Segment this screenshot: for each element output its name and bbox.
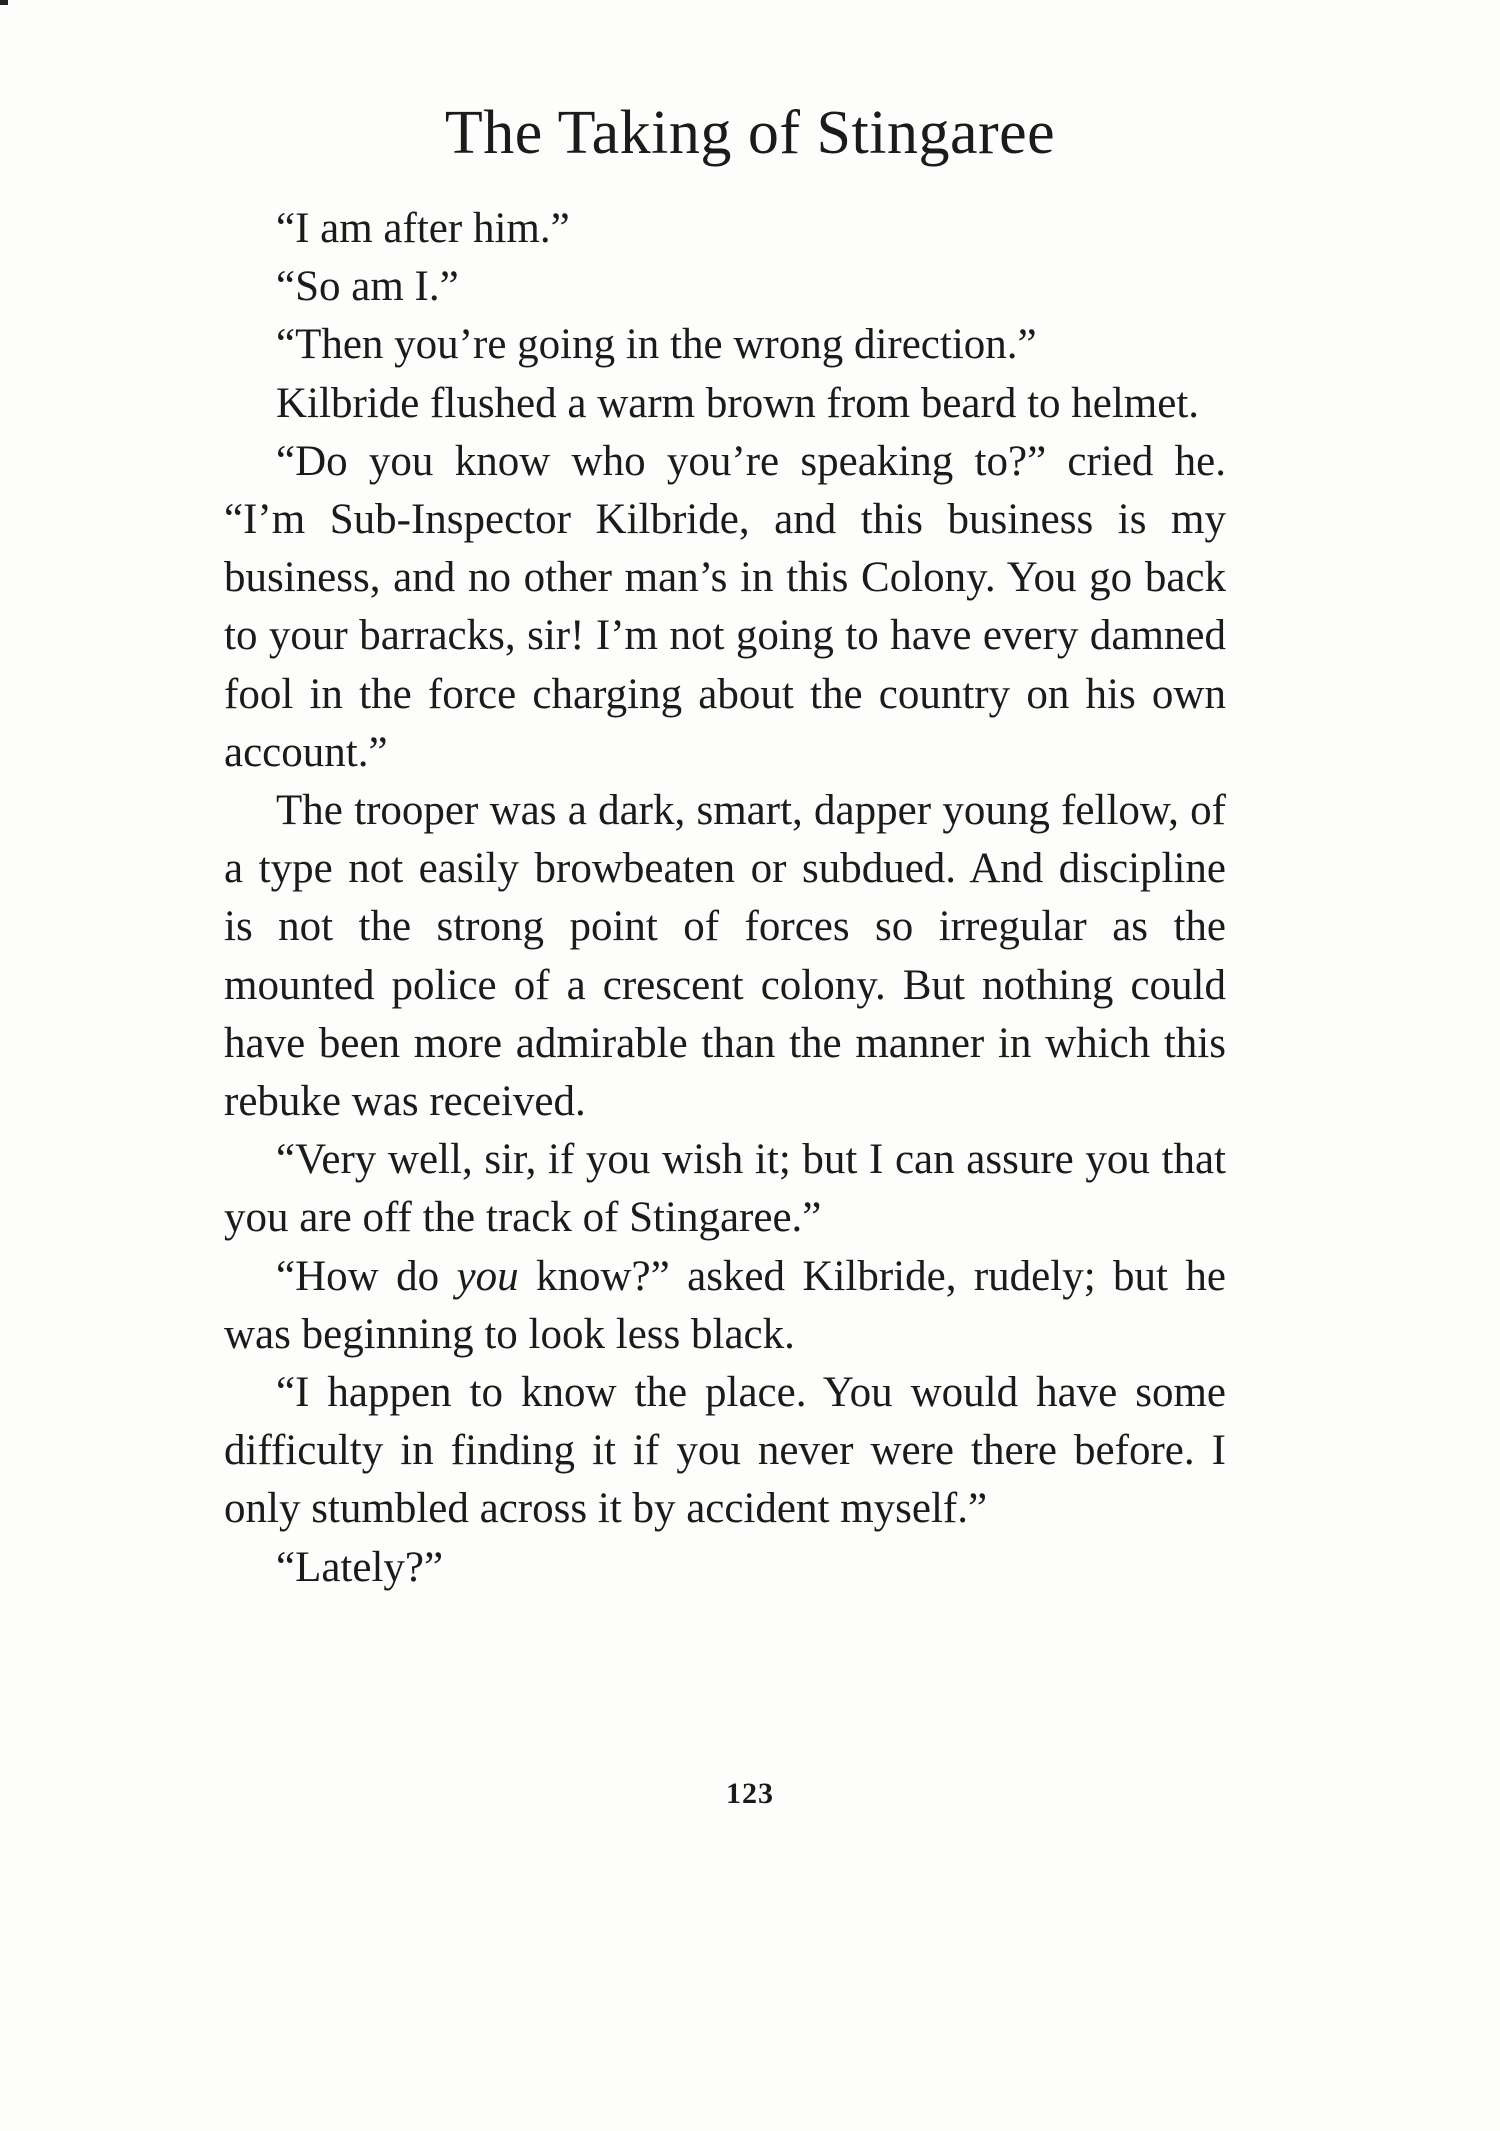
paragraph: “Then you’re going in the wrong direction.” — [276, 321, 1037, 369]
body-text — [224, 200, 1226, 1597]
paragraph-text: know?” asked Kilbride, rudely; but he was beginning to look less black. — [224, 1252, 1226, 1358]
paragraph: “I am after him.” — [276, 205, 570, 252]
italic-emphasis: you — [456, 1252, 519, 1300]
paragraph — [224, 1248, 1226, 1364]
page-number: 123 — [726, 1777, 774, 1810]
paragraph: “I happen to know the place. You would have some difficulty in finding it if you never were there before. I only stumbled across it by accident myself.” — [224, 1369, 1226, 1533]
paragraph: “Lately?” — [276, 1543, 444, 1591]
paragraph: “Very well, sir, if you wish it; but I can assure you that you are off the track of Stingaree.” — [224, 1136, 1226, 1242]
paragraph-text: “How do — [276, 1252, 457, 1300]
paragraph: The trooper was a dark, smart, dapper young fellow, of a type not easily browbeaten or subdued. And discipline is not the strong point of forces so irregular as the mounted police of a crescent colony. But nothing could have been more admirable than the manner in which this rebuke was received. — [224, 787, 1226, 1126]
paragraph: “So am I.” — [276, 263, 459, 311]
paragraph: Kilbride flushed a warm brown from beard to helmet. — [276, 379, 1200, 427]
running-head: The Taking of Stingaree — [444, 99, 1056, 167]
scan-mark — [0, 0, 8, 5]
paragraph: “Do you know who you’re speaking to?” cried he. “I’m Sub-Inspector Kilbride, and this business is my business, and no other man’s in this Colony. You go back to your barracks, sir! I’m not going to have every damned fool in the force charging about the country on his own account.” — [224, 437, 1226, 776]
